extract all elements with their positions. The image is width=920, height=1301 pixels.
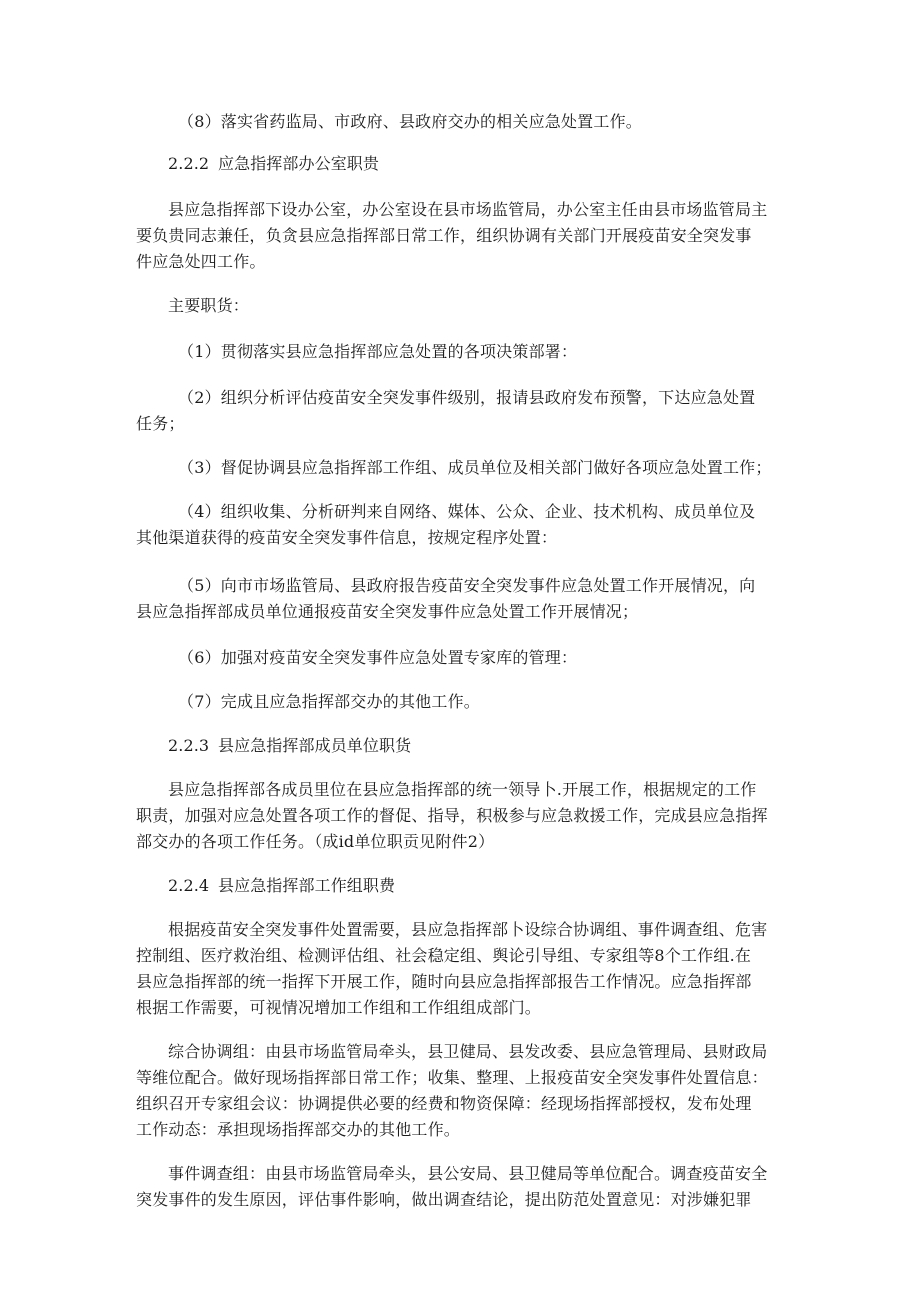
section-heading-2-2-4 [168, 876, 395, 896]
paragraph-line: 综合协调组：由县市场监管局牵头，县卫健局、县发改委、县应急管理局、县财政局 [168, 1042, 768, 1061]
heading-title: 县应急指挥部工作组职费 [218, 876, 396, 895]
paragraph-line: 职责，加强对应急处置各项工作的督促、指导，积极参与应急救援工作，完成县应急指挥 [136, 806, 768, 825]
list-item-4: （4）组织收集、分析研判来自网络、媒体、公众、企业、技术机构、成员单位及 [178, 502, 756, 521]
paragraph-line: 工作动态：承担现场指挥部交办的其他工作。 [136, 1120, 461, 1139]
paragraph-line: 主要职货： [168, 296, 250, 315]
paragraph-line: 县应急指挥部的统一指挥下开展工作，随时向县应急指挥部报告工作情况。应急指挥部 [136, 972, 752, 991]
list-item-5: （5）向市市场监管局、县政府报告疫苗安全突发事件应急处置工作开展情况，向 [178, 576, 756, 595]
section-heading-2-2-2 [168, 154, 379, 174]
list-item-3: （3）督促协调县应急指挥部工作组、成员单位及相关部门做好各项应急处置工作； [178, 458, 772, 477]
section-heading-2-2-3 [168, 736, 411, 756]
paragraph-line: 突发事件的发生原因，评估事件影响，做出调查结论，提出防范处置意见：对涉嫌犯罪 [136, 1190, 752, 1209]
paragraph-line: 根据工作需要，可视情况增加工作组和工作组组成部门。 [136, 998, 542, 1017]
list-item-6: （6）加强对疫苗安全突发事件应急处置专家库的管理： [178, 648, 578, 667]
paragraph-line: 根据疫苗安全突发事件处置需要，县应急指挥部卜设综合协调组、事件调查组、危害 [168, 920, 768, 939]
list-item-4-cont: 其他渠道获得的疫苗安全突发事件信息，按规定程序处置： [136, 528, 558, 547]
list-item-1: （1）贯彻落实县应急指挥部应急处置的各项决策部署： [178, 342, 578, 361]
list-item-8: （8）落实省药监局、市政府、县政府交办的相关应急处置工作。 [178, 112, 642, 131]
paragraph-line: 等维位配合。做好现场指挥部日常工作；收集、整理、上报疫苗安全突发事件处置信息： [136, 1068, 768, 1087]
list-item-5-cont: 县应急指挥部成员单位通报疫苗安全突发事件应急处置工作开展情况； [136, 602, 639, 621]
paragraph-line: 部交办的各项工作任务。（成id单位职贡见附件2） [136, 832, 495, 851]
paragraph-line: 组织召开专家组会议：协调提供必要的经费和物资保障：经现场指挥部授权，发布处理 [136, 1094, 752, 1113]
heading-number: 2.2.2 [168, 154, 210, 173]
paragraph-line: 事件调查组：由县市场监管局牵头，县公安局、县卫健局等单位配合。调查疫苗安全 [168, 1164, 768, 1183]
heading-number: 2.2.3 [168, 736, 210, 755]
list-item-2: （2）组织分析评估疫苗安全突发事件级别，报请县政府发布预警，下达应急处置 [178, 388, 756, 407]
list-item-7: （7）完成且应急指挥部交办的其他工作。 [178, 692, 480, 711]
paragraph-line: 县应急指挥部各成员里位在县应急指挥部的统一领导卜.开展工作，根据规定的工作 [168, 780, 757, 799]
heading-number: 2.2.4 [168, 876, 210, 895]
paragraph-line: 件应急处四工作。 [136, 252, 266, 271]
heading-title: 县应急指挥部成员单位职货 [218, 736, 412, 755]
paragraph-line: 县应急指挥部下设办公室，办公室设在县市场监管局，办公室主任由县市场监管局主 [168, 200, 768, 219]
list-item-2-cont: 任务； [136, 414, 185, 433]
paragraph-line: 要负贵同志兼任，负贪县应急指挥部日常工作，组织协调有关部门开展疫苗安全突发事 [136, 226, 752, 245]
paragraph-line: 控制组、医疗救治组、检测评估组、社会稳定组、舆论引导组、专家组等8个工作组.在 [136, 946, 752, 965]
heading-title: 应急指挥部办公室职贵 [218, 154, 380, 173]
